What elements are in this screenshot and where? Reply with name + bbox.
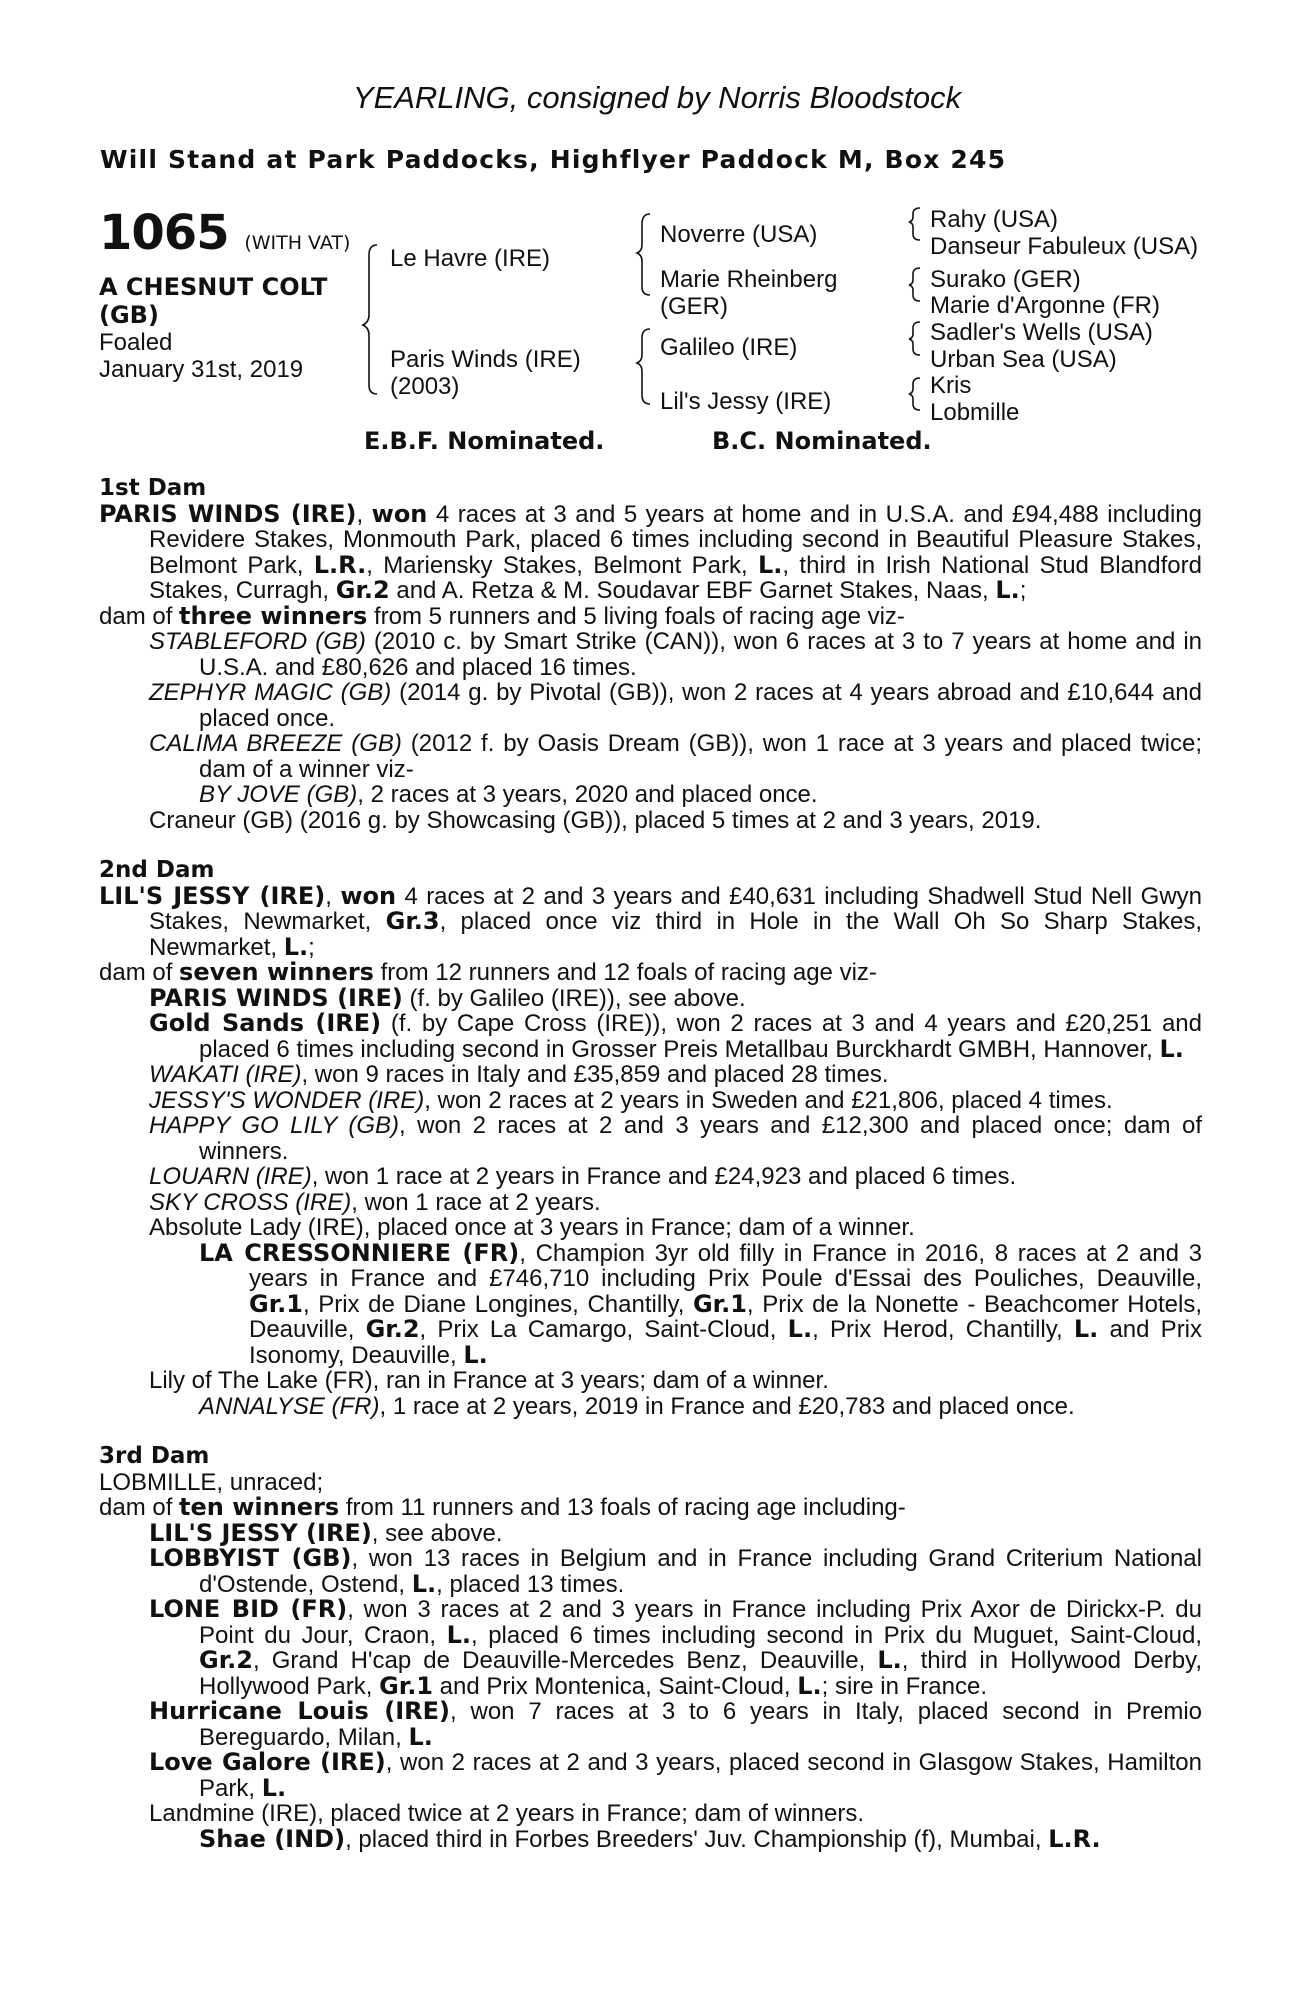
pedigree-dam-name: Paris Winds (IRE) <box>390 346 581 373</box>
produce-louarn: LOUARN (IRE), won 1 race at 2 years in France and £24,923 and placed 6 times. <box>149 1163 1017 1190</box>
first-dam-heading: 1st Dam <box>99 475 207 501</box>
produce-stableford: STABLEFORD (GB) (2010 c. by Smart Strike (CAN)), won 6 races at 3 to 7 years at home and in U.S.A. and £80,626 and placed 16 times. <box>149 628 1203 681</box>
produce-landmine: Landmine (IRE), placed twice at 2 years in France; dam of winners. <box>149 1800 864 1827</box>
produce-jessys-wonder: JESSY'S WONDER (IRE), won 2 races at 2 years in Sweden and £21,806, placed 4 times. <box>149 1086 1113 1114</box>
pedigree-dds: Kris <box>930 372 972 399</box>
pedigree-dss: Sadler's Wells (USA) <box>930 319 1153 346</box>
produce-lobbyist: LOBBYIST (GB), won 13 races in Belgium and in France including Grand Criterium National d'Ostende, Ostend, L., placed 13 times. <box>149 1544 1202 1598</box>
pedigree-braces <box>0 0 1314 440</box>
ebf-nominated: E.B.F. Nominated. <box>364 427 605 455</box>
vat-note: (WITH VAT) <box>244 232 351 254</box>
bc-nominated: B.C. Nominated. <box>712 427 932 455</box>
colt-description-line-2: (GB) <box>99 301 159 329</box>
produce-gold-sands: Gold Sands (IRE) (f. by Cape Cross (IRE)), won 2 races at 3 and 4 years and £20,251 and placed 6 times including second in Grosser Preis Metallbau Burckhardt GMBH, Hannover, L. <box>149 1009 1203 1063</box>
pedigree-dam-dam: Lil's Jessy (IRE) <box>660 388 832 415</box>
produce-hurricane-louis: Hurricane Louis (IRE), won 7 races at 3 to 6 years in Italy, placed second in Premio Bereguardo, Milan, L. <box>149 1697 1203 1751</box>
produce-love-galore: Love Galore (IRE), won 2 races at 2 and 3 years, placed second in Glasgow Stakes, Hamilton Park, L. <box>149 1748 1202 1802</box>
pedigree-sire: Le Havre (IRE) <box>390 245 551 272</box>
produce-wakati: WAKATI (IRE), won 9 races in Italy and £35,859 and placed 28 times. <box>149 1061 889 1088</box>
pedigree-ddd: Lobmille <box>930 399 1020 426</box>
third-dam-heading: 3rd Dam <box>99 1443 210 1469</box>
produce-annalyse: ANNALYSE (FR), 1 race at 2 years, 2019 in France and £20,783 and placed once. <box>199 1392 1075 1420</box>
produce-craneur: Craneur (GB) (2016 g. by Showcasing (GB)), placed 5 times at 2 and 3 years, 2019. <box>149 806 1042 834</box>
pedigree-dam <box>390 346 581 400</box>
pedigree-sds: Surako (GER) <box>930 266 1081 293</box>
produce-calima-breeze: CALIMA BREEZE (GB) (2012 f. by Oasis Dream (GB)), won 1 race at 3 years and placed twice; dam of a winner viz- <box>149 730 1203 783</box>
pedigree-dam-year: (2003) <box>390 373 460 400</box>
produce-lils-jessy: LIL'S JESSY (IRE), see above. <box>149 1518 503 1547</box>
pedigree-sire-dam-country: (GER) <box>660 293 728 320</box>
produce-by-jove: BY JOVE (GB), 2 races at 3 years, 2020 and placed once. <box>199 781 818 808</box>
foaled-date: January 31st, 2019 <box>99 356 304 383</box>
second-dam-record: LIL'S JESSY (IRE), won 4 races at 2 and 3 years and £40,631 including Shadwell Stud Nell Gwyn Stakes, Newmarket, Gr.3, placed once viz third in Hole in the Wall Oh So Sharp Stakes, Newmarket, L.; <box>99 881 1202 961</box>
pedigree-dsd: Urban Sea (USA) <box>930 346 1117 373</box>
first-dam-produce-summary: dam of three winners from 5 runners and 5 living foals of racing age viz- <box>99 601 905 630</box>
colt-description-line-1: A CHESNUT COLT <box>99 273 328 301</box>
produce-lone-bid: LONE BID (FR), won 3 races at 2 and 3 years in France including Prix Axor de Dirickx-P. du Point du Jour, Craon, L., placed 6 times including second in Prix du Muguet, Saint-Cloud, Gr.2, Grand H'cap de Deauville-Mercedes Benz, Deauville, L., third in Hollywood Derby, Hollywood Park, Gr.1 and Prix Montenica, Saint-Cloud, L.; sire in France. <box>149 1595 1202 1700</box>
third-dam-produce-summary: dam of ten winners from 11 runners and 13 foals of racing age including- <box>99 1493 906 1521</box>
pedigree-sire-dam <box>660 266 837 320</box>
stand-location: Will Stand at Park Paddocks, Highflyer Paddock M, Box 245 <box>100 145 1007 174</box>
pedigree-sdd: Marie d'Argonne (FR) <box>930 292 1160 319</box>
produce-sky-cross: SKY CROSS (IRE), won 1 race at 2 years. <box>149 1188 601 1216</box>
pedigree-sire-sire: Noverre (USA) <box>660 221 818 248</box>
produce-record <box>99 476 1202 1852</box>
pedigree-sire-dam-name: Marie Rheinberg <box>660 266 838 293</box>
produce-shae: Shae (IND), placed third in Forbes Breeders' Juv. Championship (f), Mumbai, L.R. <box>199 1824 1101 1853</box>
pedigree-ssd: Danseur Fabuleux (USA) <box>930 233 1199 260</box>
pedigree-dam-sire: Galileo (IRE) <box>660 334 798 361</box>
produce-lily-of-the-lake: Lily of The Lake (FR), ran in France at 3 years; dam of a winner. <box>149 1367 829 1394</box>
second-dam-heading: 2nd Dam <box>99 857 215 883</box>
produce-paris-winds: PARIS WINDS (IRE) (f. by Galileo (IRE)), see above. <box>149 983 746 1012</box>
produce-happy-go-lily: HAPPY GO LILY (GB), won 2 races at 2 and 3 years and £12,300 and placed once; dam of winners. <box>149 1112 1202 1165</box>
produce-zephyr-magic: ZEPHYR MAGIC (GB) (2014 g. by Pivotal (GB)), won 2 races at 4 years abroad and £10,644 and placed once. <box>149 679 1203 732</box>
lot-number: 1065 <box>99 205 229 261</box>
first-dam-record: PARIS WINDS (IRE), won 4 races at 3 and 5 years at home and in U.S.A. and £94,488 including Revidere Stakes, Monmouth Park, placed 6 times including second in Beautiful Pleasure Stakes, Belmont Park, L.R., Mariensky Stakes, Belmont Park, L., third in Irish National Stud Blandford Stakes, Curragh, Gr.2 and A. Retza & M. Soudavar EBF Garnet Stakes, Naas, L.; <box>99 499 1202 604</box>
produce-la-cressonniere: LA CRESSONNIERE (FR), Champion 3yr old filly in France in 2016, 8 races at 2 and 3 years in France and £746,710 including Prix Poule d'Essai des Pouliches, Deauville, Gr.1, Prix de Diane Longines, Chantilly, Gr.1, Prix de la Nonette - Beachcomer Hotels, Deauville, Gr.2, Prix La Camargo, Saint-Cloud, L., Prix Herod, Chantilly, L. and Prix Isonomy, Deauville, L. <box>199 1238 1203 1369</box>
pedigree-sss: Rahy (USA) <box>930 206 1059 233</box>
consignor-line: YEARLING, consigned by Norris Bloodstock <box>352 80 962 115</box>
foaled-label: Foaled <box>99 329 173 356</box>
second-dam-produce-summary: dam of seven winners from 12 runners and 12 foals of racing age viz- <box>99 958 877 986</box>
third-dam-record: LOBMILLE, unraced; <box>99 1468 324 1496</box>
produce-absolute-lady: Absolute Lady (IRE), placed once at 3 years in France; dam of a winner. <box>149 1214 915 1241</box>
